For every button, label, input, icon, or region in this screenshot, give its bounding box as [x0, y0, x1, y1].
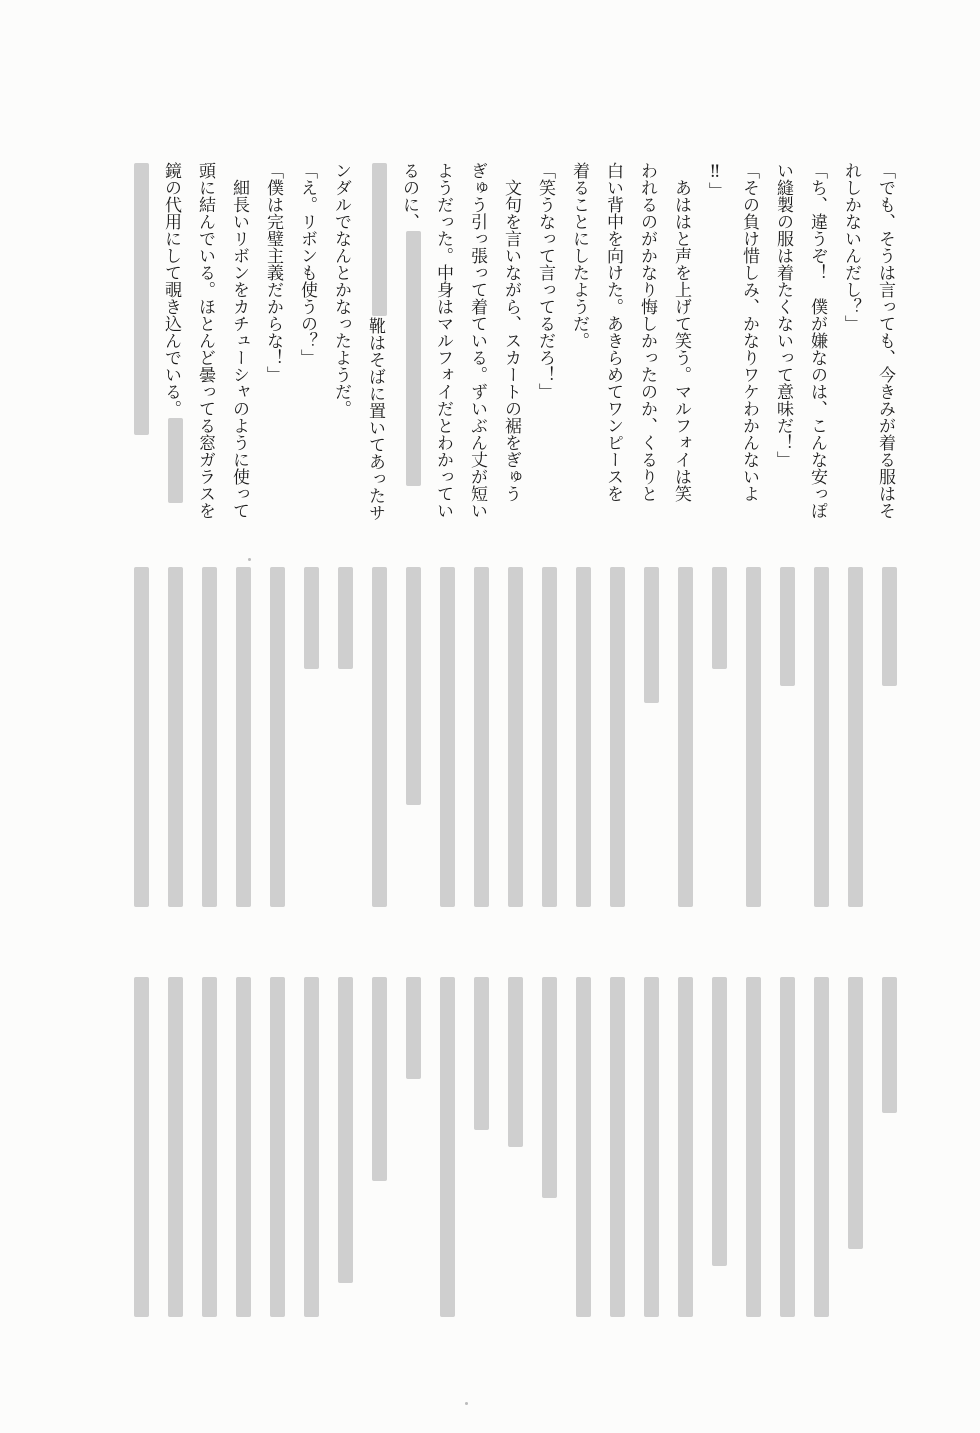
text-segment: ようだった。中身はマルフォイだとわかってい	[433, 162, 453, 519]
redacted-segment	[712, 567, 727, 669]
text-column	[596, 976, 630, 1336]
text-tier-middle	[118, 566, 902, 926]
text-column	[528, 162, 562, 522]
redacted-segment	[236, 567, 251, 907]
redacted-segment	[440, 977, 455, 1317]
text-segment: 細長いリボンをカチューシャのように使って	[229, 162, 249, 519]
text-segment: れしかないんだし？」	[841, 162, 861, 332]
redacted-segment	[304, 977, 319, 1317]
text-column	[188, 976, 222, 1336]
redacted-segment	[270, 567, 285, 907]
text-segment: 頭に結んでいる。ほとんど曇ってる窓ガラスを	[195, 162, 215, 519]
redacted-segment	[882, 567, 897, 686]
text-column	[392, 976, 426, 1336]
text-segment: 「笑うなって言ってるだろ！」	[535, 162, 555, 400]
redacted-segment	[848, 567, 863, 907]
text-segment: ぎゅう引っ張って着ている。ずいぶん丈が短い	[467, 162, 487, 519]
redacted-segment	[882, 977, 897, 1113]
text-column	[120, 162, 154, 522]
text-segment: るのに、	[399, 162, 419, 230]
text-column	[596, 566, 630, 926]
text-column	[460, 162, 494, 522]
redacted-segment	[508, 977, 523, 1147]
redacted-segment	[644, 977, 659, 1317]
text-column	[630, 566, 664, 926]
redacted-segment	[338, 567, 353, 669]
text-column	[562, 976, 596, 1336]
text-column	[596, 162, 630, 522]
text-column	[800, 162, 834, 522]
redacted-segment	[202, 977, 217, 1317]
text-column	[562, 566, 596, 926]
redacted-segment	[610, 977, 625, 1317]
redacted-segment	[168, 977, 183, 1317]
text-segment: 「でも、そうは言っても、今きみが着る服はそ	[875, 162, 895, 519]
text-column	[392, 162, 426, 522]
text-column	[834, 976, 868, 1336]
redacted-segment	[406, 231, 421, 486]
redacted-segment	[168, 418, 183, 503]
text-column	[698, 162, 732, 522]
redacted-segment	[508, 567, 523, 907]
redacted-segment	[814, 567, 829, 907]
redacted-segment	[814, 977, 829, 1317]
text-column	[154, 162, 188, 522]
redacted-segment	[780, 977, 795, 1317]
text-column	[222, 162, 256, 522]
redacted-segment	[678, 567, 693, 907]
text-column	[324, 162, 358, 522]
scan-speck	[248, 558, 251, 561]
text-column	[630, 976, 664, 1336]
redacted-segment	[270, 977, 285, 1317]
redacted-segment	[644, 567, 659, 703]
text-column	[324, 566, 358, 926]
text-column	[426, 566, 460, 926]
text-segment: 「ち、違うぞ！ 僕が嫌なのは、こんな安っぽ	[807, 162, 827, 519]
text-column	[800, 976, 834, 1336]
text-column	[154, 976, 188, 1336]
text-column	[766, 566, 800, 926]
redacted-segment	[134, 567, 149, 907]
text-column	[868, 566, 902, 926]
redacted-segment	[610, 567, 625, 907]
text-column	[358, 162, 392, 522]
redacted-segment	[474, 567, 489, 907]
text-column	[324, 976, 358, 1336]
redacted-segment	[372, 567, 387, 907]
text-column	[732, 566, 766, 926]
redacted-segment	[746, 567, 761, 907]
redacted-segment	[542, 977, 557, 1198]
redacted-segment	[746, 977, 761, 1317]
text-segment: われるのがかなり悔しかったのか、くるりと	[637, 162, 657, 502]
text-tier-bottom	[118, 976, 902, 1336]
text-segment: ‼」	[705, 162, 725, 199]
text-column	[664, 566, 698, 926]
text-segment: 「僕は完璧主義だからな！」	[263, 162, 283, 383]
redacted-segment	[372, 977, 387, 1181]
redacted-segment	[202, 567, 217, 907]
text-column	[460, 566, 494, 926]
redacted-segment	[134, 163, 149, 435]
redacted-segment	[712, 977, 727, 1266]
text-segment: あははと声を上げて笑う。マルフォイは笑	[671, 162, 691, 502]
redacted-segment	[406, 977, 421, 1079]
redacted-segment	[474, 977, 489, 1130]
text-column	[120, 976, 154, 1336]
redacted-segment	[780, 567, 795, 686]
text-column	[766, 976, 800, 1336]
text-segment: 「え。リボンも使うの？」	[297, 162, 317, 366]
text-column	[494, 976, 528, 1336]
text-column	[222, 976, 256, 1336]
text-segment: 鏡の代用にして覗き込んでいる。	[161, 162, 181, 417]
text-tier-top	[118, 162, 902, 522]
text-column	[358, 976, 392, 1336]
redacted-segment	[304, 567, 319, 669]
scan-speck	[465, 1402, 468, 1405]
text-column	[290, 976, 324, 1336]
text-column	[188, 566, 222, 926]
text-column	[460, 976, 494, 1336]
text-column	[664, 976, 698, 1336]
text-column	[528, 566, 562, 926]
text-column	[120, 566, 154, 926]
text-column	[290, 162, 324, 522]
text-segment: 「その負け惜しみ、かなりワケわかんないよ	[739, 162, 759, 502]
text-column	[868, 162, 902, 522]
text-column	[426, 976, 460, 1336]
text-segment: 靴はそばに置いてあったサ	[365, 317, 385, 521]
text-column	[494, 566, 528, 926]
text-column	[664, 162, 698, 522]
text-column	[834, 162, 868, 522]
redacted-segment	[406, 567, 421, 805]
text-column	[834, 566, 868, 926]
text-segment: ンダルでなんとかなったようだ。	[331, 162, 351, 417]
text-column	[222, 566, 256, 926]
text-column	[358, 566, 392, 926]
text-column	[630, 162, 664, 522]
redacted-segment	[576, 567, 591, 907]
text-segment: 白い背中を向けた。あきらめてワンピースを	[603, 162, 623, 502]
text-segment: 着ることにしたようだ。	[569, 162, 589, 349]
text-column	[188, 162, 222, 522]
text-column	[528, 976, 562, 1336]
redacted-segment	[168, 567, 183, 907]
text-column	[154, 566, 188, 926]
redacted-segment	[678, 977, 693, 1317]
redacted-segment	[372, 163, 387, 316]
redacted-segment	[236, 977, 251, 1317]
text-column	[698, 976, 732, 1336]
text-column	[256, 976, 290, 1336]
text-column	[868, 976, 902, 1336]
text-column	[256, 566, 290, 926]
text-column	[698, 566, 732, 926]
text-column	[732, 162, 766, 522]
redacted-segment	[848, 977, 863, 1249]
redacted-segment	[542, 567, 557, 907]
redacted-segment	[576, 977, 591, 1317]
text-column	[392, 566, 426, 926]
redacted-segment	[338, 977, 353, 1283]
text-column	[290, 566, 324, 926]
text-column	[800, 566, 834, 926]
text-column	[256, 162, 290, 522]
text-segment: い縫製の服は着たくないって意味だ！」	[773, 162, 793, 468]
text-column	[766, 162, 800, 522]
text-column	[562, 162, 596, 522]
text-column	[426, 162, 460, 522]
text-segment: 文句を言いながら、スカートの裾をぎゅう	[501, 162, 521, 502]
text-column	[494, 162, 528, 522]
text-column	[732, 976, 766, 1336]
redacted-segment	[134, 977, 149, 1317]
redacted-segment	[440, 567, 455, 907]
